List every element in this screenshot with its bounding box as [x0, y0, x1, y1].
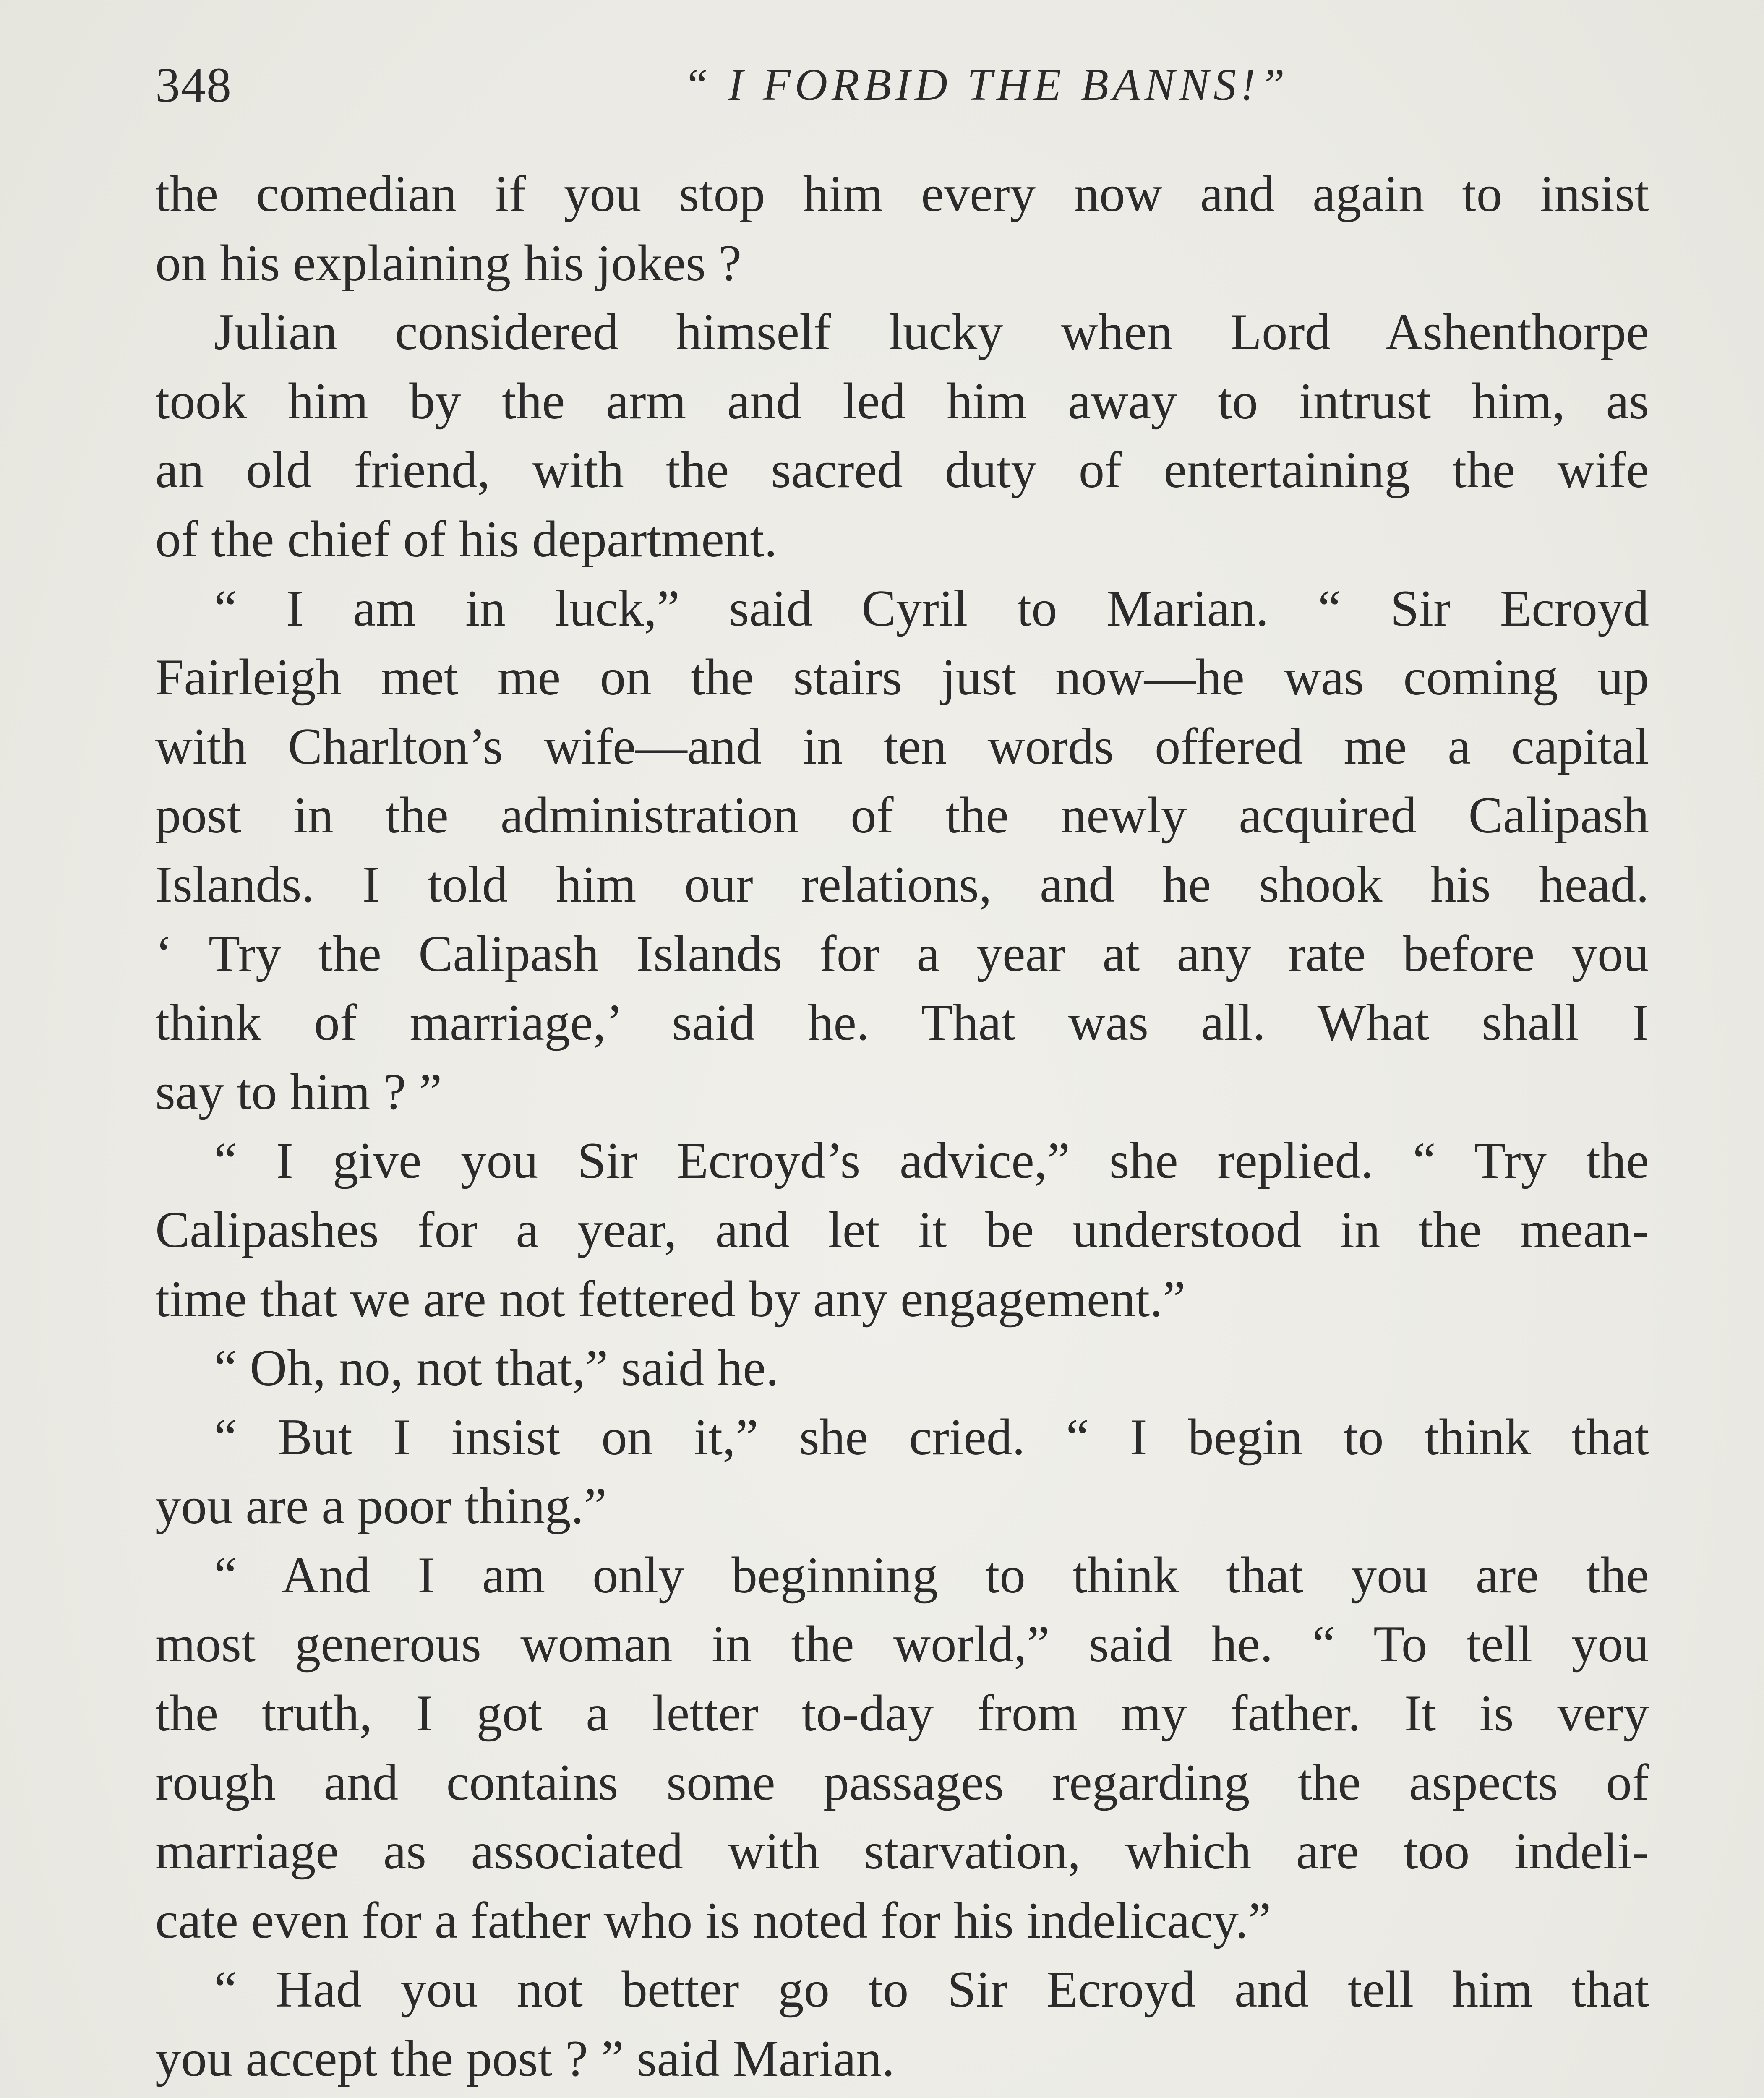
text-line: “ Had you not better go to Sir Ecroyd and tell him that: [214, 1960, 1649, 2018]
text-line: you accept the post ? ” said Marian.: [155, 2030, 895, 2088]
text-line: cate even for a father who is noted for his indelicacy.”: [155, 1891, 1271, 1949]
text-line: [155, 2093, 1649, 2098]
page-number: 348: [155, 57, 232, 112]
text-line: “ Oh, no, not that,” said he.: [214, 1339, 779, 1397]
text-line: with Charlton’s wife—and in ten words offered me a capital: [155, 717, 1649, 775]
running-title: “ I FORBID THE BANNS!”: [683, 60, 1289, 110]
text-line: the comedian if you stop him every now and again to insist: [155, 165, 1649, 222]
text-line: “ But I insist on it,” she cried. “ I begin to think that: [214, 1408, 1649, 1466]
text-line: Calipashes for a year, and let it be understood in the mean-: [155, 1200, 1649, 1258]
text-line: “ I give you Sir Ecroyd’s advice,” she replied. “ Try the: [214, 1132, 1649, 1190]
text-line: post in the administration of the newly acquired Calipash: [155, 786, 1649, 844]
text-line: most generous woman in the world,” said he. “ To tell you: [155, 1615, 1649, 1673]
text-line: of the chief of his department.: [155, 510, 778, 568]
text-line: rough and contains some passages regarding the aspects of: [155, 1753, 1649, 1811]
text-line: “ And I am only beginning to think that you are the: [214, 1546, 1649, 1604]
text-line: on his explaining his jokes ?: [155, 234, 742, 292]
text-line: time that we are not fettered by any engagement.”: [155, 1270, 1186, 1328]
text-line: marriage as associated with starvation, which are too indeli-: [155, 1822, 1649, 1880]
text-line: the truth, I got a letter to-day from my father. It is very: [155, 1684, 1649, 1742]
text-line: “ I am in luck,” said Cyril to Marian. “ Sir Ecroyd: [214, 579, 1649, 637]
body-text: [155, 159, 1649, 2098]
text-line: think of marriage,’ said he. That was all. What shall I: [155, 994, 1649, 1052]
text-line: took him by the arm and led him away to intrust him, as: [155, 372, 1649, 430]
text-line: Julian considered himself lucky when Lord Ashenthorpe: [214, 303, 1649, 361]
text-line: ‘ Try the Calipash Islands for a year at any rate before you: [155, 924, 1649, 982]
running-head: [155, 50, 1649, 121]
text-line: say to him ? ”: [155, 1062, 442, 1120]
text-line: you are a poor thing.”: [155, 1477, 607, 1535]
text-line: an old friend, with the sacred duty of entertaining the wife: [155, 441, 1649, 499]
text-line: Fairleigh met me on the stairs just now—he was coming up: [155, 648, 1649, 706]
text-line: Islands. I told him our relations, and he shook his head.: [155, 855, 1649, 913]
